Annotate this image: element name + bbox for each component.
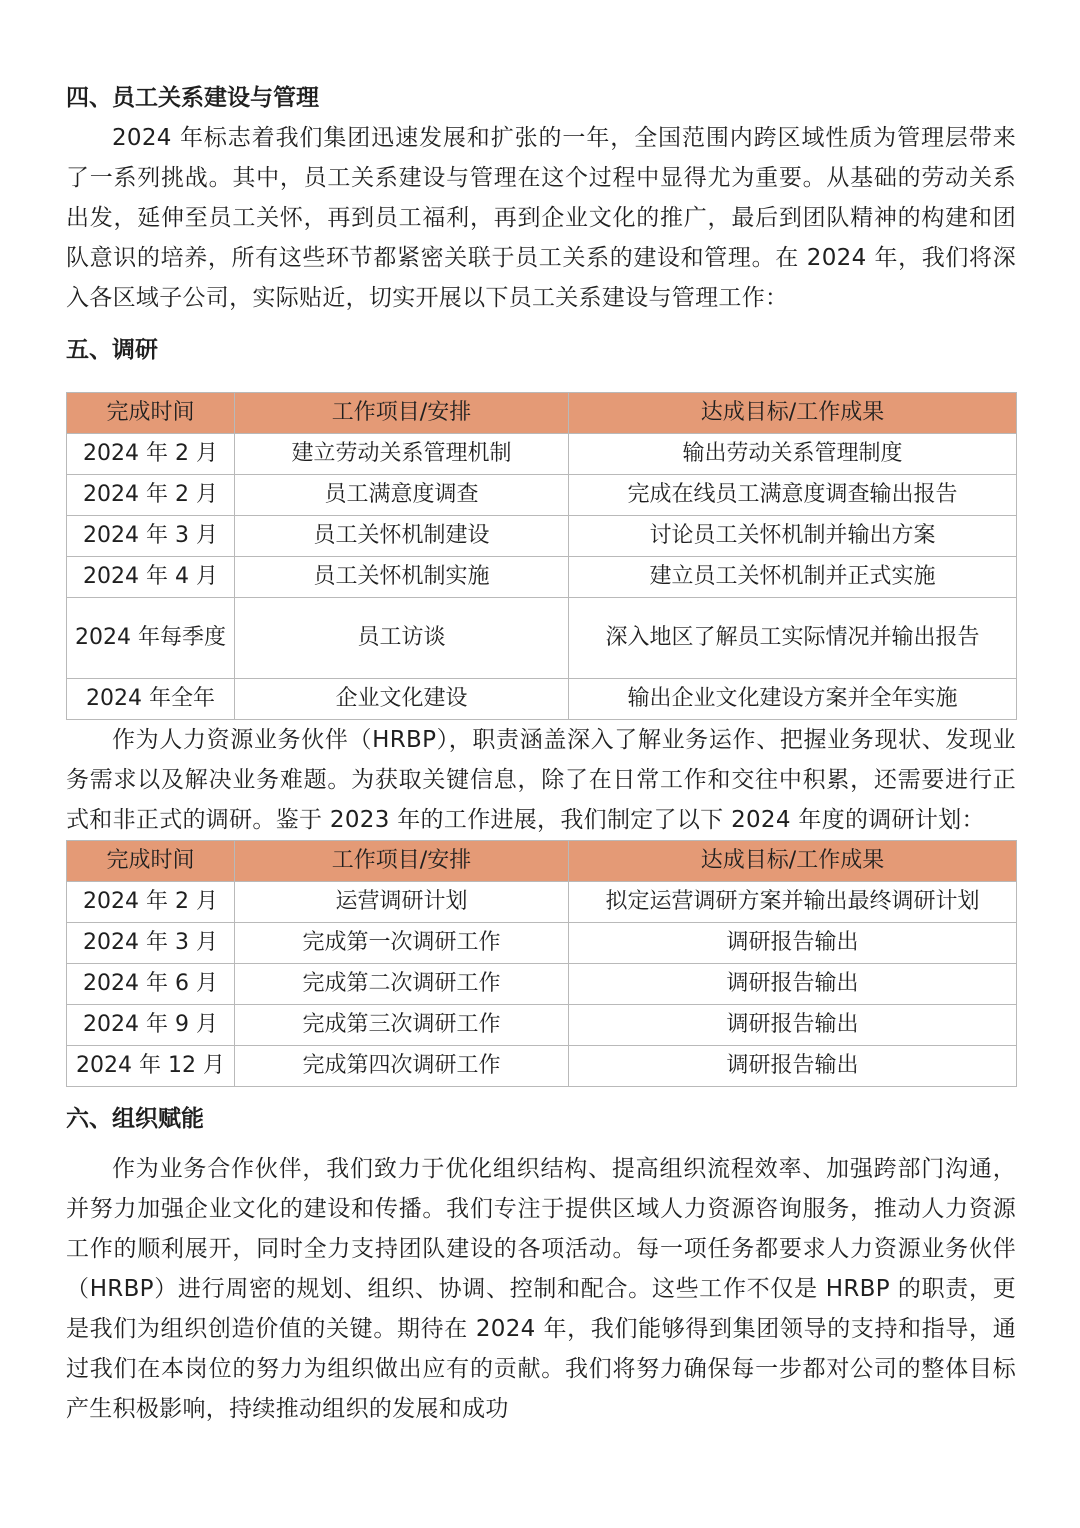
table-row xyxy=(67,1005,1017,1046)
table-cell-result: 调研报告输出 xyxy=(569,1005,1017,1046)
table-cell-date: 2024 年全年 xyxy=(67,679,235,720)
table-cell-result: 输出企业文化建设方案并全年实施 xyxy=(569,679,1017,720)
table-cell-date: 2024 年 9 月 xyxy=(67,1005,235,1046)
section-4-paragraph: 2024 年标志着我们集团迅速发展和扩张的一年，全国范围内跨区域性质为管理层带来了一系列挑战。其中，员工关系建设与管理在这个过程中显得尤为重要。从基础的劳动关系出发，延伸至员工关怀，再到员工福利，再到企业文化的推广，最后到团队精神的构建和团队意识的培养，所有这些环节都紧密关联于员工关系的建设和管理。在 2024 年，我们将深入各区域子公司，实际贴近，切实开展以下员工关系建设与管理工作： xyxy=(66,125,1016,311)
table-header-cell: 达成目标/工作成果 xyxy=(569,841,1017,882)
table-row xyxy=(67,679,1017,720)
table-cell-date: 2024 年 6 月 xyxy=(67,964,235,1005)
table-cell-item: 完成第一次调研工作 xyxy=(235,923,569,964)
table-row xyxy=(67,1046,1017,1087)
table-header-row xyxy=(67,841,1017,882)
table-cell-item: 建立劳动关系管理机制 xyxy=(235,434,569,475)
table-cell-item: 企业文化建设 xyxy=(235,679,569,720)
table-header-cell: 工作项目/安排 xyxy=(235,393,569,434)
table-header-row xyxy=(67,393,1017,434)
table-cell-date: 2024 年每季度 xyxy=(67,598,235,679)
table-cell-item: 运营调研计划 xyxy=(235,882,569,923)
table-row xyxy=(67,557,1017,598)
section-5-title: 五、调研 xyxy=(66,337,158,363)
table-row xyxy=(67,434,1017,475)
table-row xyxy=(67,516,1017,557)
table-cell-result: 调研报告输出 xyxy=(569,1046,1017,1087)
table-cell-item: 完成第三次调研工作 xyxy=(235,1005,569,1046)
table-header-cell: 工作项目/安排 xyxy=(235,841,569,882)
table-cell-date: 2024 年 2 月 xyxy=(67,475,235,516)
table-cell-item: 完成第二次调研工作 xyxy=(235,964,569,1005)
table-cell-result: 讨论员工关怀机制并输出方案 xyxy=(569,516,1017,557)
table-header-cell: 达成目标/工作成果 xyxy=(569,393,1017,434)
table-cell-result: 建立员工关怀机制并正式实施 xyxy=(569,557,1017,598)
table-row xyxy=(67,923,1017,964)
table-cell-result: 输出劳动关系管理制度 xyxy=(569,434,1017,475)
table-cell-date: 2024 年 2 月 xyxy=(67,434,235,475)
table-cell-item: 完成第四次调研工作 xyxy=(235,1046,569,1087)
table-cell-result: 调研报告输出 xyxy=(569,923,1017,964)
table-row xyxy=(67,882,1017,923)
table-cell-date: 2024 年 12 月 xyxy=(67,1046,235,1087)
table-cell-item: 员工关怀机制实施 xyxy=(235,557,569,598)
research-table-2 xyxy=(66,840,1017,1087)
research-table-1 xyxy=(66,392,1017,720)
table-cell-item: 员工访谈 xyxy=(235,598,569,679)
table-cell-item: 员工满意度调查 xyxy=(235,475,569,516)
section-5-paragraph: 作为人力资源业务伙伴（HRBP），职责涵盖深入了解业务运作、把握业务现状、发现业务需求以及解决业务难题。为获取关键信息，除了在日常工作和交往中积累，还需要进行正式和非正式的调研。鉴于 2023 年的工作进展，我们制定了以下 2024 年度的调研计划： xyxy=(66,727,1016,833)
table-cell-item: 员工关怀机制建设 xyxy=(235,516,569,557)
section-6-title: 六、组织赋能 xyxy=(66,1106,204,1132)
table-cell-date: 2024 年 3 月 xyxy=(67,923,235,964)
table-cell-date: 2024 年 4 月 xyxy=(67,557,235,598)
table-cell-result: 完成在线员工满意度调查输出报告 xyxy=(569,475,1017,516)
table-cell-result: 深入地区了解员工实际情况并输出报告 xyxy=(569,598,1017,679)
table-row xyxy=(67,964,1017,1005)
table-cell-date: 2024 年 3 月 xyxy=(67,516,235,557)
table-cell-result: 拟定运营调研方案并输出最终调研计划 xyxy=(569,882,1017,923)
table-cell-result: 调研报告输出 xyxy=(569,964,1017,1005)
document-page xyxy=(66,78,1016,1429)
table-row xyxy=(67,598,1017,679)
section-4-title: 四、员工关系建设与管理 xyxy=(66,85,319,111)
table-header-cell: 完成时间 xyxy=(67,841,235,882)
table-header-cell: 完成时间 xyxy=(67,393,235,434)
section-6-paragraph: 作为业务合作伙伴，我们致力于优化组织结构、提高组织流程效率、加强跨部门沟通，并努力加强企业文化的建设和传播。我们专注于提供区域人力资源咨询服务，推动人力资源工作的顺利展开，同时全力支持团队建设的各项活动。每一项任务都要求人力资源业务伙伴（HRBP）进行周密的规划、组织、协调、控制和配合。这些工作不仅是 HRBP 的职责，更是我们为组织创造价值的关键。期待在 2024 年，我们能够得到集团领导的支持和指导，通过我们在本岗位的努力为组织做出应有的贡献。我们将努力确保每一步都对公司的整体目标产生积极影响，持续推动组织的发展和成功 xyxy=(66,1156,1016,1422)
table-row xyxy=(67,475,1017,516)
table-cell-date: 2024 年 2 月 xyxy=(67,882,235,923)
